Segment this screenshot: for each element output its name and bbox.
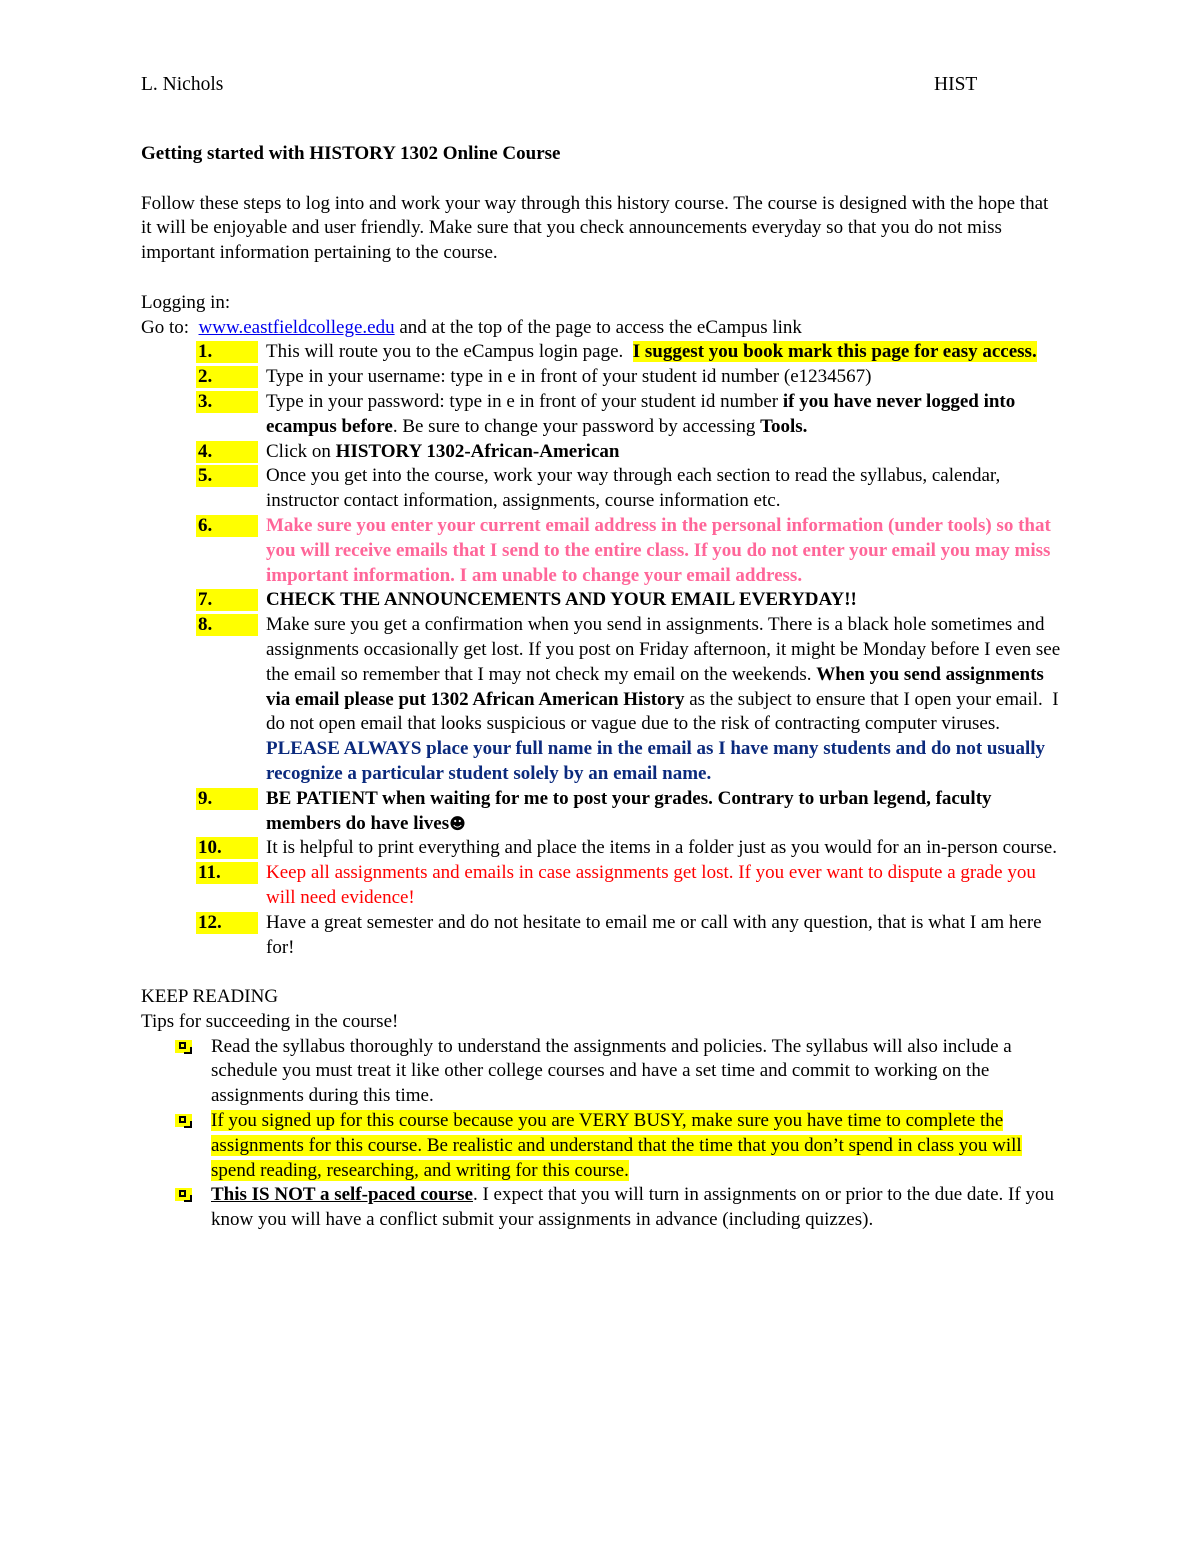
- list-item: [141, 390, 1061, 440]
- step-number: 6.: [196, 515, 258, 537]
- step-number: 12.: [196, 912, 258, 934]
- smiley-icon: ☻: [449, 813, 466, 833]
- step-number: 10.: [196, 837, 258, 859]
- step-text-2: as the subject to ensure that I open your email. I do not open email that looks suspicious or vague due to the risk of contracting computer viruses.: [266, 688, 1064, 735]
- step-bold: if you have never logged into ecampus before: [266, 390, 1016, 437]
- logging-heading: Logging in:: [141, 291, 231, 313]
- step-text: CHECK THE ANNOUNCEMENTS AND YOUR EMAIL EVERYDAY!!: [266, 589, 857, 611]
- list-item: [141, 1109, 1061, 1183]
- list-item: [141, 1183, 1061, 1233]
- step-number: 2.: [196, 366, 258, 388]
- goto-prefix: Go to:: [141, 316, 199, 338]
- list-item: [141, 861, 1061, 911]
- keep-reading-heading: KEEP READING: [141, 986, 279, 1008]
- list-item: [141, 588, 1061, 613]
- step-number: 9.: [196, 788, 258, 810]
- step-bold: When you send assignments via email please put 1302 African American History: [266, 663, 1044, 710]
- goto-line: [141, 316, 1061, 341]
- step-number: 8.: [196, 614, 258, 636]
- header-course: HIST: [934, 74, 978, 95]
- step-text: This will route you to the eCampus login page.: [266, 341, 633, 363]
- step-number: 1.: [196, 341, 258, 363]
- tip-text: If you signed up for this course because you are VERY BUSY, make sure you have time to complete the assignments for this course. Be realistic and understand that the time that you don’t spend in class you will spend reading, researching, and writing for this course.: [211, 1110, 1022, 1181]
- college-link[interactable]: www.eastfieldcollege.edu: [198, 316, 395, 338]
- step-text: Type in your username: type in e in front of your student id number (e1234567): [266, 366, 872, 388]
- step-text-2: . Be sure to change your password by accessing: [392, 415, 761, 437]
- list-item: [141, 613, 1065, 787]
- checkbox-bullet-icon: [175, 1114, 192, 1127]
- list-item: [141, 464, 1061, 514]
- tips-list: [141, 1035, 1061, 1233]
- step-text: It is helpful to print everything and place the items in a folder just as you would for an in-person course.: [266, 837, 1057, 859]
- document-title: Getting started with HISTORY 1302 Online Course: [141, 143, 561, 164]
- checkbox-bullet-icon: [175, 1040, 192, 1053]
- step-number: 4.: [196, 441, 258, 463]
- step-number: 11.: [196, 862, 258, 884]
- step-text: Type in your password: type in e in front of your student id number: [266, 390, 783, 412]
- step-number: 7.: [196, 589, 258, 611]
- step-text: BE PATIENT when waiting for me to post your grades. Contrary to urban legend, faculty members do have lives: [266, 787, 992, 834]
- tip-text: Read the syllabus thoroughly to understand the assignments and policies. The syllabus will also include a schedule you must treat it like other college courses and have a set time and commit to working on the assignments during this time.: [211, 1035, 1012, 1107]
- goto-suffix: and at the top of the page to access the eCampus link: [394, 316, 802, 338]
- list-item: [141, 340, 1061, 365]
- list-item: [141, 836, 1061, 861]
- step-navy: PLEASE ALWAYS place your full name in the email as I have many students and do not usually recognize a particular student solely by an email name.: [266, 738, 1045, 784]
- step-text: Make sure you enter your current email address in the personal information (under tools) so that you will receive emails that I send to the entire class. If you do not enter your email you may miss important information. I am unable to change your email address.: [266, 514, 1051, 586]
- step-number: 3.: [196, 391, 258, 413]
- step-text: Keep all assignments and emails in case assignments get lost. If you ever want to dispute a grade you will need evidence!: [266, 862, 1036, 908]
- intro-paragraph: Follow these steps to log into and work your way through this history course. The course is designed with the hope that it will be enjoyable and user friendly. Make sure that you check announcements everyday so that you do not miss important information pertaining to the course.: [141, 192, 1049, 264]
- step-bold: HISTORY 1302-African-American: [335, 440, 620, 462]
- tips-heading: Tips for succeeding in the course!: [141, 1010, 399, 1032]
- list-item: [141, 440, 1061, 465]
- step-text: Make sure you get a confirmation when you send in assignments. There is a black hole sometimes and assignments occasionally get lost. If you post on Friday afternoon, it might be Monday before I even see the email so remember that I may not check my email on the weekends.: [266, 614, 1065, 685]
- checkbox-bullet-icon: [175, 1188, 192, 1201]
- list-item: [141, 514, 1061, 588]
- login-steps-list: [141, 340, 1065, 960]
- step-number: 5.: [196, 465, 258, 487]
- list-item: [141, 787, 1061, 837]
- list-item: [141, 365, 1061, 390]
- tip-underlined: This IS NOT a self-paced course: [211, 1184, 473, 1206]
- tip-text: . I expect that you will turn in assignments on or prior to the due date. If you know you will have a conflict submit your assignments in advance (including quizzes).: [211, 1184, 1054, 1231]
- step-bold-2: Tools.: [760, 415, 808, 437]
- list-item: [141, 1035, 1061, 1109]
- step-highlight: I suggest you book mark this page for easy access.: [632, 341, 1037, 363]
- header-author: L. Nichols: [141, 74, 224, 95]
- document-body: [141, 142, 1065, 1233]
- step-text: Have a great semester and do not hesitate to email me or call with any question, that is what I am here for!: [266, 911, 1042, 958]
- list-item: [141, 911, 1061, 961]
- step-text: Click on: [266, 440, 336, 462]
- step-text: Once you get into the course, work your way through each section to read the syllabus, calendar, instructor contact information, assignments, course information etc.: [266, 465, 1001, 512]
